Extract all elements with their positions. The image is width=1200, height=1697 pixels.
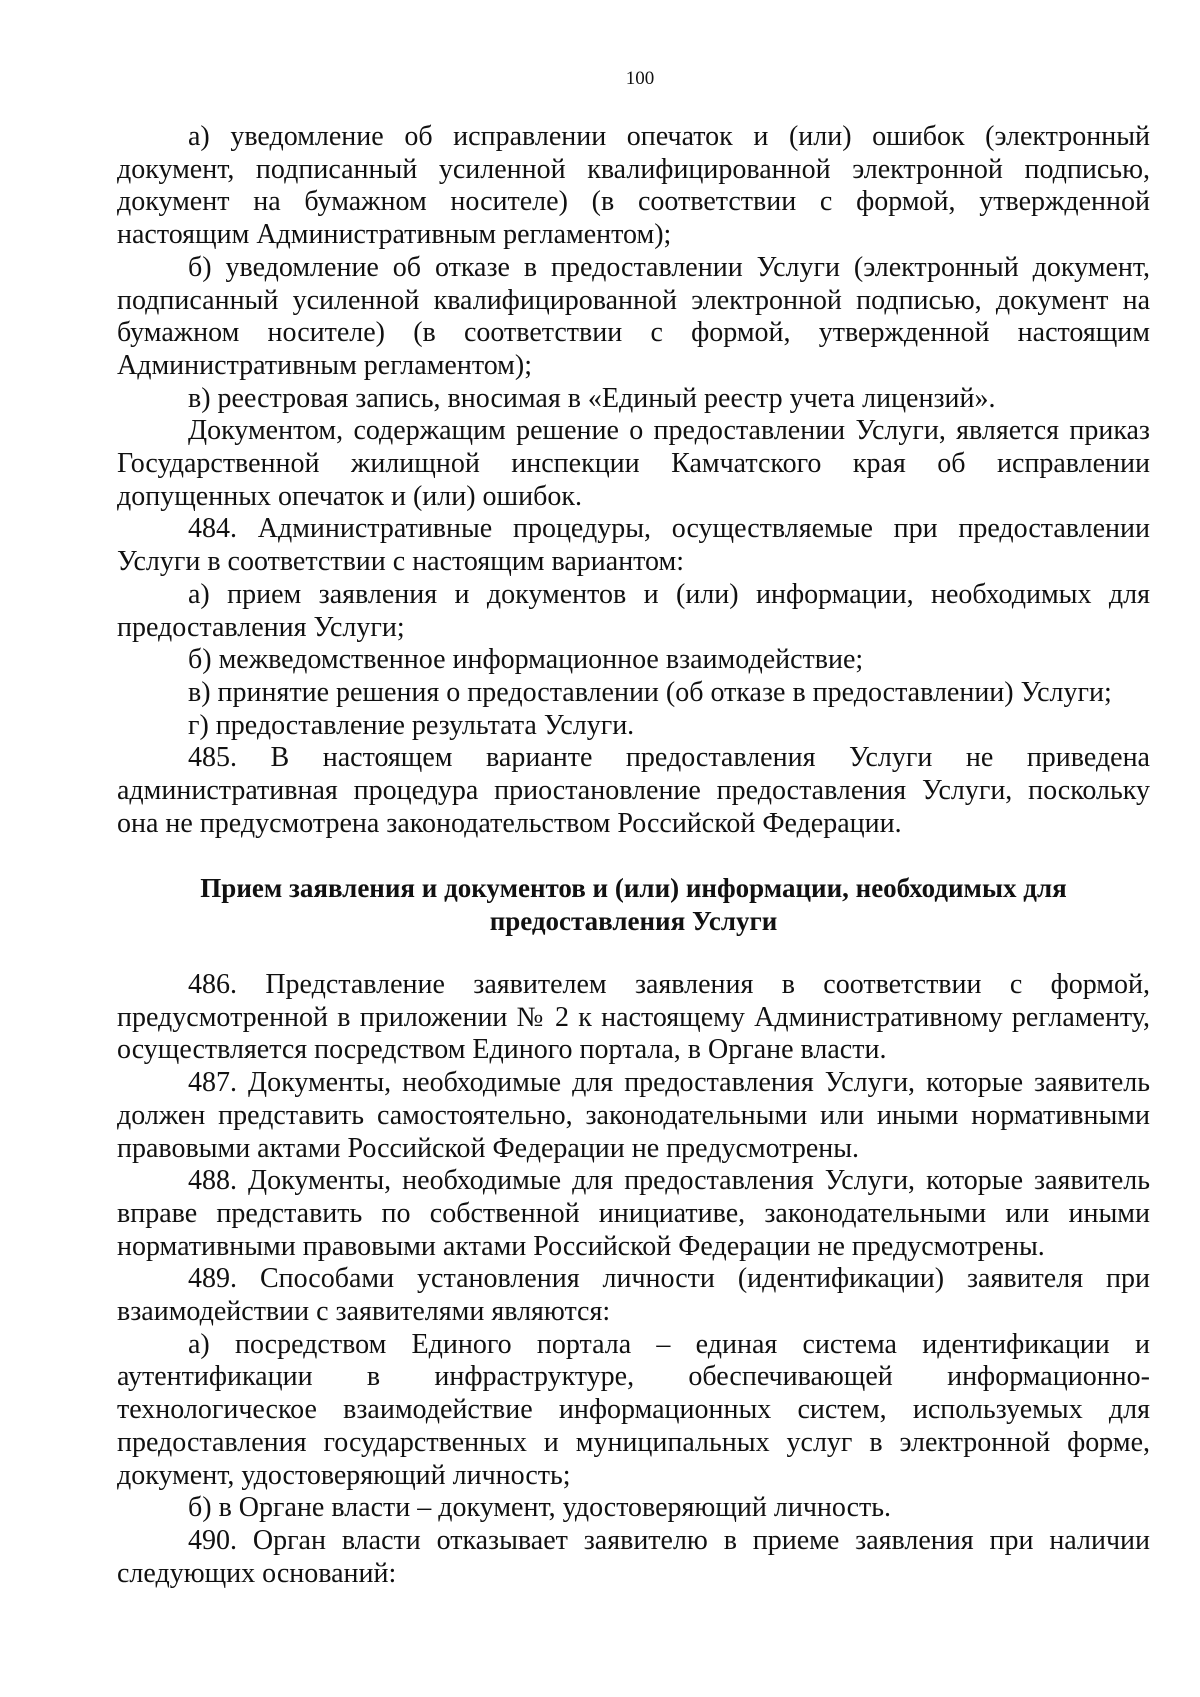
paragraph-487: 487. Документы, необходимые для предоставления Услуги, которые заявитель должен представить самостоятельно, законодательными или иными нормативными правовыми актами Российской Федерации не предусмотрены.	[117, 1067, 1150, 1164]
paragraph-489: 489. Способами установления личности (идентификации) заявителя при взаимодействии с заявителями являются:	[117, 1263, 1150, 1328]
paragraph-484-item-g: г) предоставление результата Услуги.	[188, 709, 635, 741]
section-heading-line-2: предоставления Услуги	[489, 905, 778, 936]
paragraph-item-b-refusal-notice: б) уведомление об отказе в предоставлении Услуги (электронный документ, подписанный усиленной квалифицированной электронной подписью, документ на бумажном носителе) (в соответствии с формой, утвержденной настоящим Административным регламентом);	[117, 251, 1150, 381]
paragraph-488: 488. Документы, необходимые для предоставления Услуги, которые заявитель вправе представить по собственной инициативе, законодательными или иными нормативными правовыми актами Российской Федерации не предусмотрены.	[117, 1165, 1150, 1262]
paragraph-decision-document: Документом, содержащим решение о предоставлении Услуги, является приказ Государственной жилищной инспекции Камчатского края об исправлении допущенных опечаток и (или) ошибок.	[117, 415, 1150, 512]
document-body-bottom	[117, 969, 1150, 1590]
paragraph-486: 486. Представление заявителем заявления в соответствии с формой, предусмотренной в приложении № 2 к настоящему Административному регламенту, осуществляется посредством Единого портала, в Органе власти.	[117, 969, 1150, 1066]
paragraph-484-item-a: а) прием заявления и документов и (или) информации, необходимых для предоставления Услуги;	[117, 578, 1150, 643]
paragraph-item-a-correction-notice: а) уведомление об исправлении опечаток и (или) ошибок (электронный документ, подписанный усиленной квалифицированной электронной подписью, документ на бумажном носителе) (в соответствии с формой, утвержденной настоящим Административным регламентом);	[117, 121, 1150, 251]
page-number: 100	[625, 68, 655, 89]
paragraph-item-v-registry-entry: в) реестровая запись, вносимая в «Единый реестр учета лицензий».	[188, 382, 996, 414]
paragraph-489-item-a: а) посредством Единого портала – единая система идентификации и аутентификации в инфраструктуре, обеспечивающей информационно-технологическое взаимодействие информационных систем, используемых для предоставления государственных и муниципальных услуг в электронной форме, документ, удостоверяющий личность;	[117, 1328, 1150, 1491]
paragraph-484-item-b: б) межведомственное информационное взаимодействие;	[188, 644, 864, 676]
section-heading	[117, 872, 1150, 937]
paragraph-489-item-b: б) в Органе власти – документ, удостоверяющий личность.	[188, 1492, 892, 1524]
document-body-top	[117, 121, 1150, 840]
paragraph-490: 490. Орган власти отказывает заявителю в приеме заявления при наличии следующих оснований:	[117, 1524, 1150, 1589]
paragraph-484: 484. Административные процедуры, осуществляемые при предоставлении Услуги в соответствии с настоящим вариантом:	[117, 513, 1150, 578]
section-heading-line-1: Прием заявления и документов и (или) информации, необходимых для	[200, 873, 1067, 903]
paragraph-485: 485. В настоящем варианте предоставления Услуги не приведена административная процедура приостановление предоставления Услуги, поскольку она не предусмотрена законодательством Российской Федерации.	[117, 742, 1150, 839]
paragraph-484-item-v: в) принятие решения о предоставлении (об отказе в предоставлении) Услуги;	[188, 676, 1112, 708]
